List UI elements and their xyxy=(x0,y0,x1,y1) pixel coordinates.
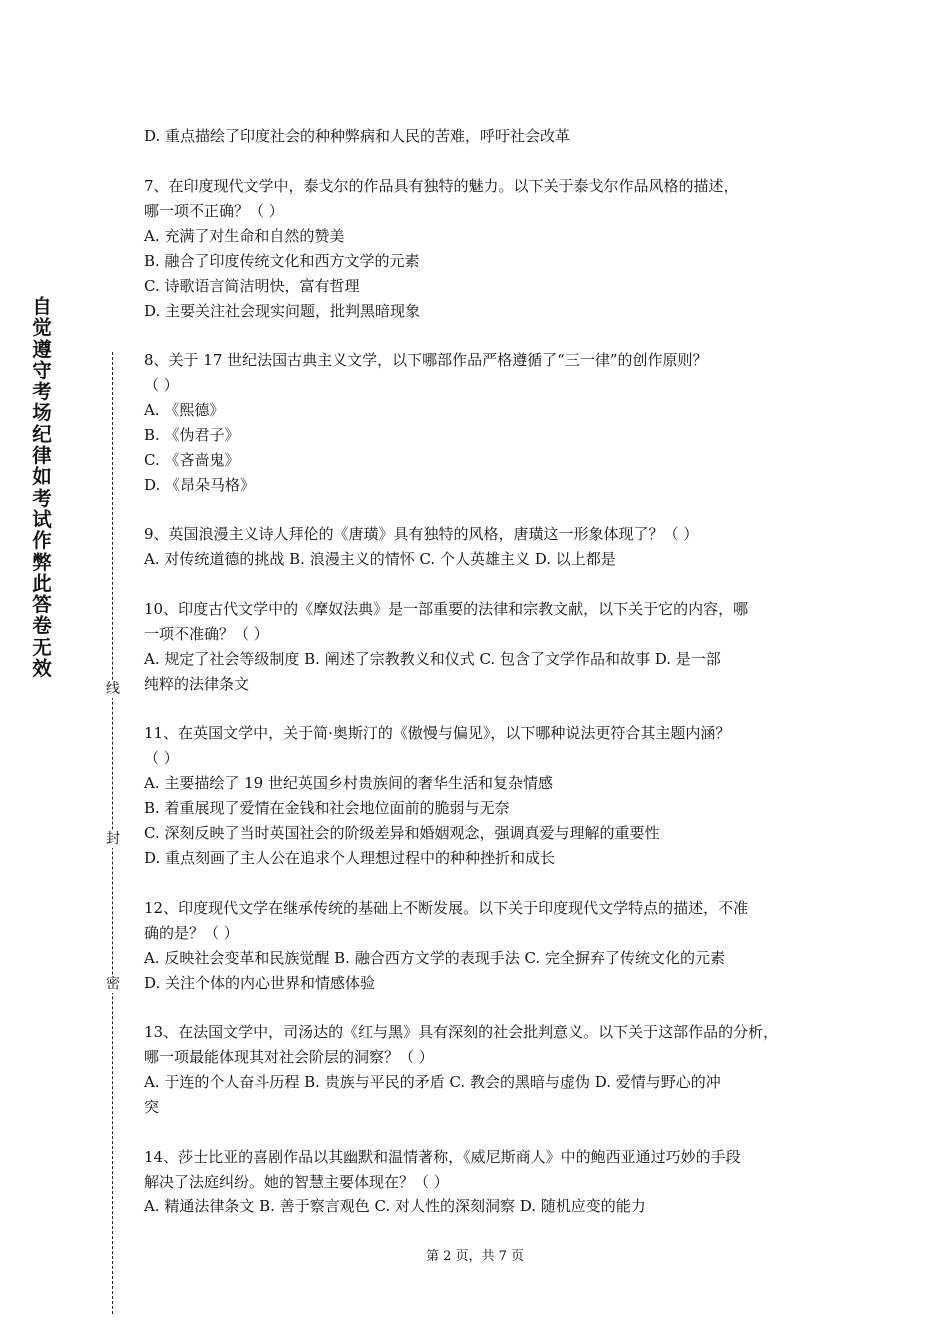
question-10-line-2: 一项不准确？（ ） xyxy=(144,625,269,643)
option-line: A. 主要描绘了 19 世纪英国乡村贵族间的奢华生活和复杂情感 xyxy=(144,774,553,792)
option-line: D. 重点刻画了主人公在追求个人理想过程中的种种挫折和成长 xyxy=(144,849,556,867)
question-12-line-2: 确的是？（ ） xyxy=(144,924,239,942)
question-13-line-1: 13、在法国文学中，司汤达的《红与黑》具有深刻的社会批判意义。以下关于这部作品的分析， xyxy=(144,1023,779,1041)
option-line: A. 精通法律条文 B. 善于察言观色 C. 对人性的深刻洞察 D. 随机应变的能力 xyxy=(144,1197,646,1215)
option-line: D. 《昂朵马格》 xyxy=(144,476,256,494)
question-12-line-1: 12、印度现代文学在继承传统的基础上不断发展。以下关于印度现代文学特点的描述，不准 xyxy=(144,899,749,917)
option-line: A. 于连的个人奋斗历程 B. 贵族与平民的矛盾 C. 教会的黑暗与虚伪 D. 爱情与野心的冲 xyxy=(144,1073,721,1091)
option-line: B. 融合了印度传统文化和西方文学的元素 xyxy=(144,252,420,270)
question-8-line-1: 8、关于 17 世纪法国古典主义文学，以下哪部作品严格遵循了“三一律”的创作原则？ xyxy=(144,351,708,369)
question-11-line-2: （ ） xyxy=(144,749,179,767)
question-8-line-2: （ ） xyxy=(144,376,179,394)
binding-mark-xian: 线 xyxy=(106,681,120,697)
option-line: A. 对传统道德的挑战 B. 浪漫主义的情怀 C. 个人英雄主义 D. 以上都是 xyxy=(144,550,616,568)
option-line: 纯粹的法律条文 xyxy=(144,675,250,693)
question-7-line-2: 哪一项不正确？（ ） xyxy=(144,202,284,220)
option-line: A. 规定了社会等级制度 B. 阐述了宗教教义和仪式 C. 包含了文学作品和故事 D. 是一部 xyxy=(144,650,721,668)
option-line: C. 深刻反映了当时英国社会的阶级差异和婚姻观念，强调真爱与理解的重要性 xyxy=(144,824,660,842)
option-line: D. 关注个体的内心世界和情感体验 xyxy=(144,974,376,992)
question-10-line-1: 10、印度古代文学中的《摩奴法典》是一部重要的法律和宗教文献，以下关于它的内容，哪 xyxy=(144,600,749,618)
page-footer: 第 2 页，共 7 页 xyxy=(425,1249,525,1264)
question-13-line-2: 哪一项最能体现其对社会阶层的洞察？（ ） xyxy=(144,1048,434,1066)
option-line: C. 《吝啬鬼》 xyxy=(144,451,240,469)
option-line: C. 诗歌语言简洁明快，富有哲理 xyxy=(144,277,360,295)
question-7-line-1: 7、在印度现代文学中，泰戈尔的作品具有独特的魅力。以下关于泰戈尔作品风格的描述， xyxy=(144,177,739,195)
option-line: A. 《熙德》 xyxy=(144,401,225,419)
binding-mark-mi: 密 xyxy=(106,976,120,992)
question-14-line-2: 解决了法庭纠纷。她的智慧主要体现在？（ ） xyxy=(144,1173,449,1191)
binding-mark-feng: 封 xyxy=(106,831,120,847)
option-line: B. 《伪君子》 xyxy=(144,426,240,444)
option-line: A. 反映社会变革和民族觉醒 B. 融合西方文学的表现手法 C. 完全摒弃了传统文化的元素 xyxy=(144,949,725,967)
text-line: D. 重点描绘了印度社会的种种弊病和人民的苦难，呼吁社会改革 xyxy=(144,127,571,145)
question-9-line: 9、英国浪漫主义诗人拜伦的《唐璜》具有独特的风格，唐璜这一形象体现了？（ ） xyxy=(144,525,699,543)
option-line: B. 着重展现了爱情在金钱和社会地位面前的脆弱与无奈 xyxy=(144,799,510,817)
question-14-line-1: 14、莎士比亚的喜剧作品以其幽默和温情著称，《威尼斯商人》中的鲍西亚通过巧妙的手段 xyxy=(144,1148,741,1166)
option-line: 突 xyxy=(144,1098,160,1116)
option-line: D. 主要关注社会现实问题，批判黑暗现象 xyxy=(144,302,421,320)
sidebar-warning: 自觉遵守考场纪律如考试作弊此答卷无效 xyxy=(32,295,52,681)
question-11-line-1: 11、在英国文学中，关于简·奥斯汀的《傲慢与偏见》，以下哪种说法更符合其主题内涵？ xyxy=(144,724,731,742)
option-line: A. 充满了对生命和自然的赞美 xyxy=(144,227,345,245)
